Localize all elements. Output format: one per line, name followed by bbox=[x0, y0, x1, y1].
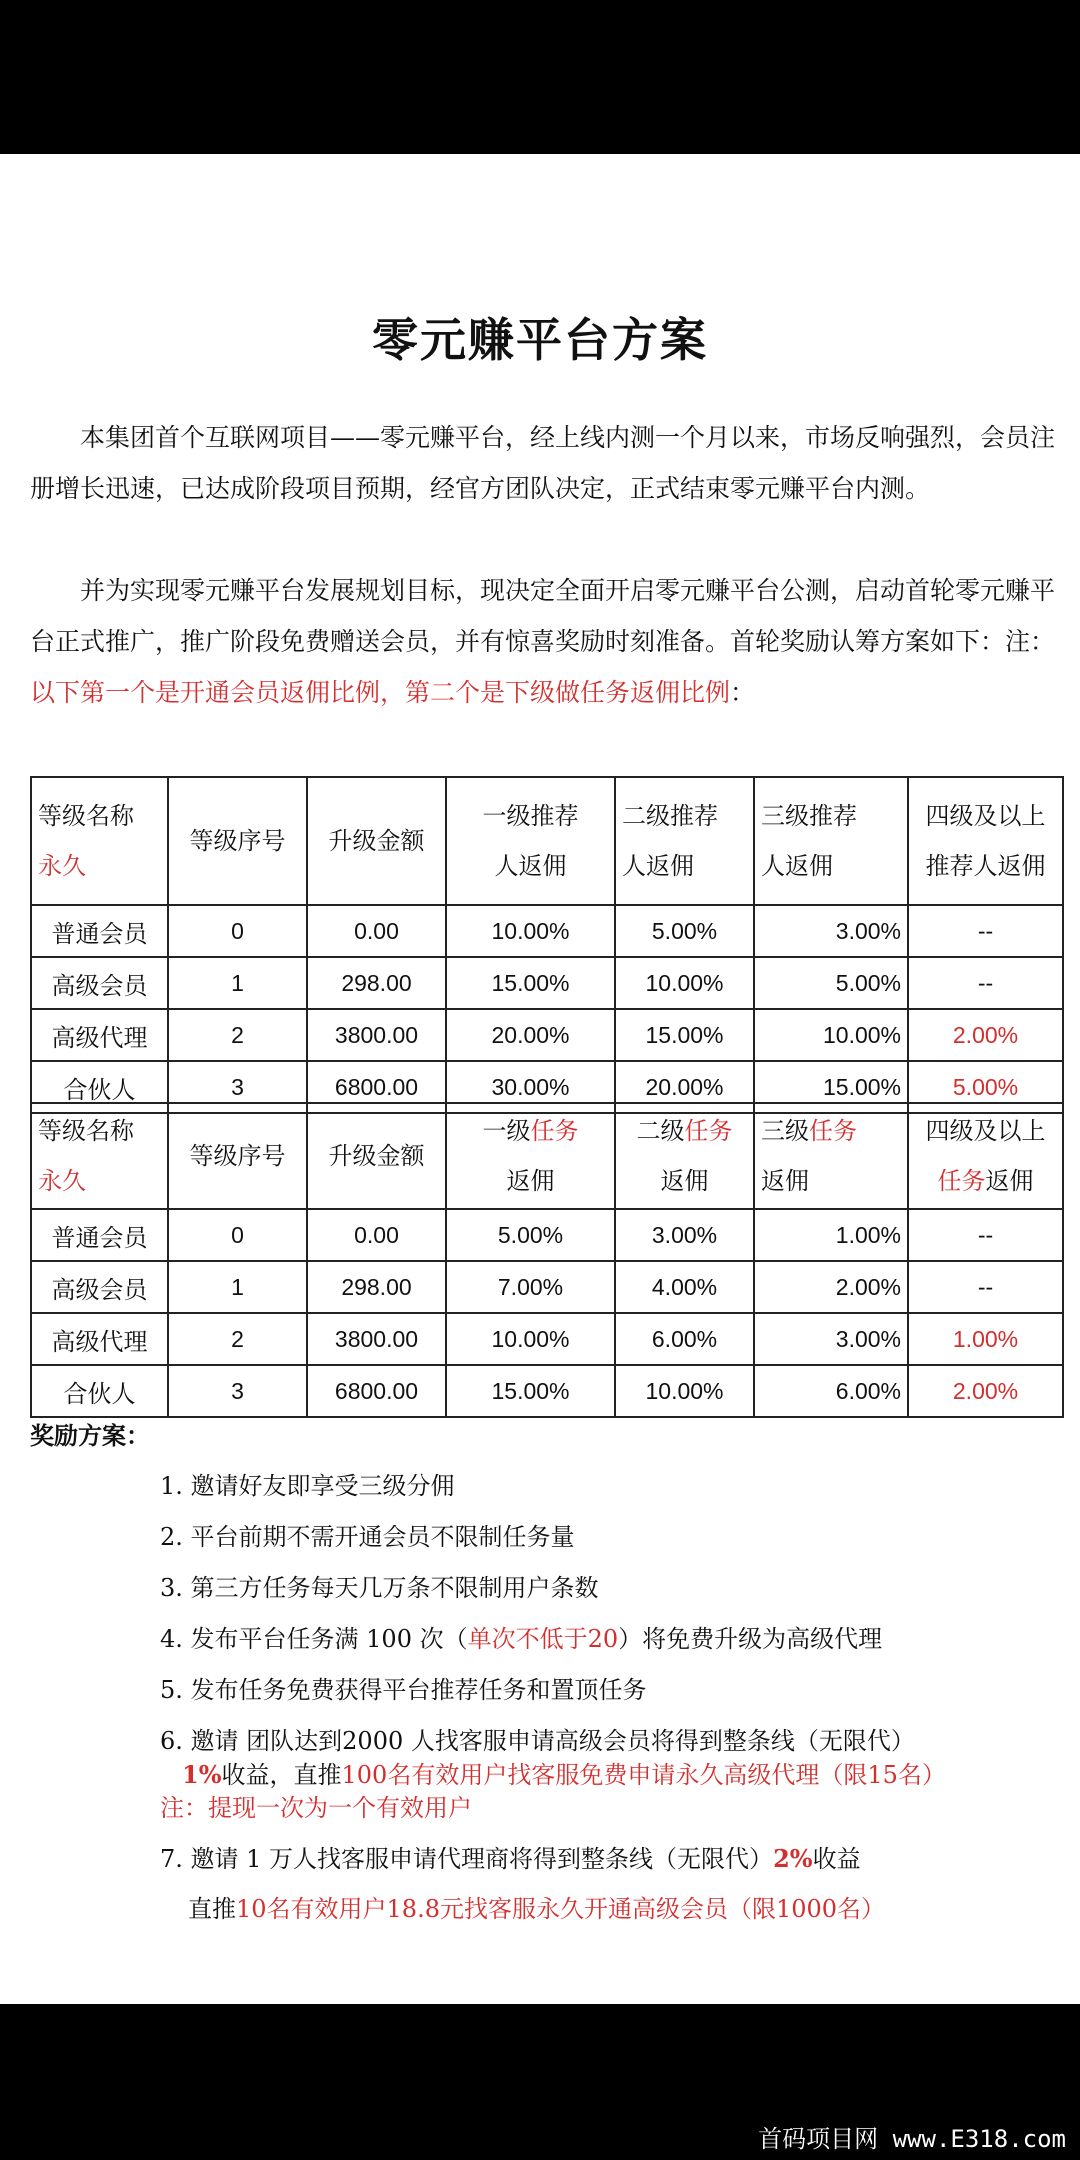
header-level-name: 等级名称 永久 bbox=[31, 1103, 168, 1209]
header-level4: 四级及以上 推荐人返佣 bbox=[908, 777, 1063, 905]
rewards-title: 奖励方案： bbox=[30, 1422, 150, 1450]
reward-item-6-red: 100名有效用户找客服免费申请永久高级代理（限15名）注：提现一次为一个有效用户 bbox=[160, 1761, 946, 1822]
table-row: 高级会员 1 298.00 7.00% 4.00% 2.00% -- bbox=[31, 1261, 1063, 1313]
header-level3-task: 三级任务 返佣 bbox=[754, 1103, 908, 1209]
table-row: 高级代理 2 3800.00 10.00% 6.00% 3.00% 1.00% bbox=[31, 1313, 1063, 1365]
header-level2-task: 二级任务 返佣 bbox=[615, 1103, 754, 1209]
reward-item-2: 2. 平台前期不需开通会员不限制任务量 bbox=[160, 1523, 575, 1551]
reward-item-4: 4. 发布平台任务满 100 次（单次不低于20）将免费升级为高级代理 bbox=[160, 1625, 883, 1653]
reward-item-6-percent: 1% bbox=[182, 1760, 222, 1789]
reward-item-8-red: 10名有效用户18.8元找客服永久开通高级会员（限1000名） bbox=[236, 1895, 886, 1923]
document-page bbox=[0, 154, 1080, 2004]
header-level-seq: 等级序号 bbox=[168, 1103, 307, 1209]
header-forever: 永久 bbox=[38, 1167, 86, 1195]
watermark-footer: 首码项目网 www.E318.com bbox=[758, 2125, 1066, 2153]
reward-item-3: 3. 第三方任务每天几万条不限制用户条数 bbox=[160, 1574, 599, 1602]
reward-item-6: 6. 邀请 团队达到2000 人找客服申请高级会员将得到整条线（无限代） 1%收益，直推100名有效用户找客服免费申请永久高级代理（限15名）注：提现一次为一个有效用户 bbox=[160, 1727, 946, 1822]
header-upgrade-amount: 升级金额 bbox=[307, 777, 446, 905]
rebate-table-membership bbox=[30, 776, 1064, 1114]
table-row: 普通会员 0 0.00 5.00% 3.00% 1.00% -- bbox=[31, 1209, 1063, 1261]
table-row: 普通会员 0 0.00 10.00% 5.00% 3.00% -- bbox=[31, 905, 1063, 957]
header-level1-task: 一级任务 返佣 bbox=[446, 1103, 615, 1209]
promotion-paragraph bbox=[30, 565, 1055, 718]
intro-paragraph: 本集团首个互联网项目——零元赚平台，经上线内测一个月以来，市场反响强烈，会员注册增长迅速，已达成阶段项目预期，经官方团队决定，正式结束零元赚平台内测。 bbox=[30, 423, 1056, 503]
header-level3: 三级推荐 人返佣 bbox=[754, 777, 908, 905]
table-row: 高级代理 2 3800.00 20.00% 15.00% 10.00% 2.00% bbox=[31, 1009, 1063, 1061]
rebate-table-tasks bbox=[30, 1102, 1064, 1418]
reward-item-8: 直推10名有效用户18.8元找客服永久开通高级会员（限1000名） bbox=[188, 1895, 886, 1923]
header-level2: 二级推荐 人返佣 bbox=[615, 777, 754, 905]
reward-item-7-percent: 2% bbox=[773, 1844, 813, 1873]
table-row: 合伙人 3 6800.00 30.00% 20.00% 15.00% 5.00% bbox=[31, 1061, 1063, 1113]
reward-item-5: 5. 发布任务免费获得平台推荐任务和置顶任务 bbox=[160, 1676, 647, 1704]
table-header-row bbox=[31, 777, 1063, 905]
header-level-seq: 等级序号 bbox=[168, 777, 307, 905]
table-header-row bbox=[31, 1103, 1063, 1209]
promotion-colon: ： bbox=[730, 678, 756, 707]
header-level4-task: 四级及以上 任务返佣 bbox=[908, 1103, 1063, 1209]
promotion-text: 并为实现零元赚平台发展规划目标，现决定全面开启零元赚平台公测，启动首轮零元赚平台正式推广，推广阶段免费赠送会员，并有惊喜奖励时刻准备。首轮奖励认筹方案如下：注： bbox=[30, 576, 1056, 656]
reward-item-7: 7. 邀请 1 万人找客服申请代理商将得到整条线（无限代）2%收益 bbox=[160, 1844, 861, 1873]
document-title: 零元赚平台方案 bbox=[372, 313, 708, 367]
reward-item-4-red: 单次不低于20 bbox=[467, 1625, 619, 1653]
reward-item-1: 1. 邀请好友即享受三级分佣 bbox=[160, 1472, 455, 1500]
table-row: 合伙人 3 6800.00 15.00% 10.00% 6.00% 2.00% bbox=[31, 1365, 1063, 1417]
header-forever: 永久 bbox=[38, 852, 86, 880]
table-row: 高级会员 1 298.00 15.00% 10.00% 5.00% -- bbox=[31, 957, 1063, 1009]
promotion-note-red: 以下第一个是开通会员返佣比例，第二个是下级做任务返佣比例 bbox=[30, 678, 731, 707]
header-level1: 一级推荐 人返佣 bbox=[446, 777, 615, 905]
header-level-name: 等级名称 永久 bbox=[31, 777, 168, 905]
header-upgrade-amount: 升级金额 bbox=[307, 1103, 446, 1209]
